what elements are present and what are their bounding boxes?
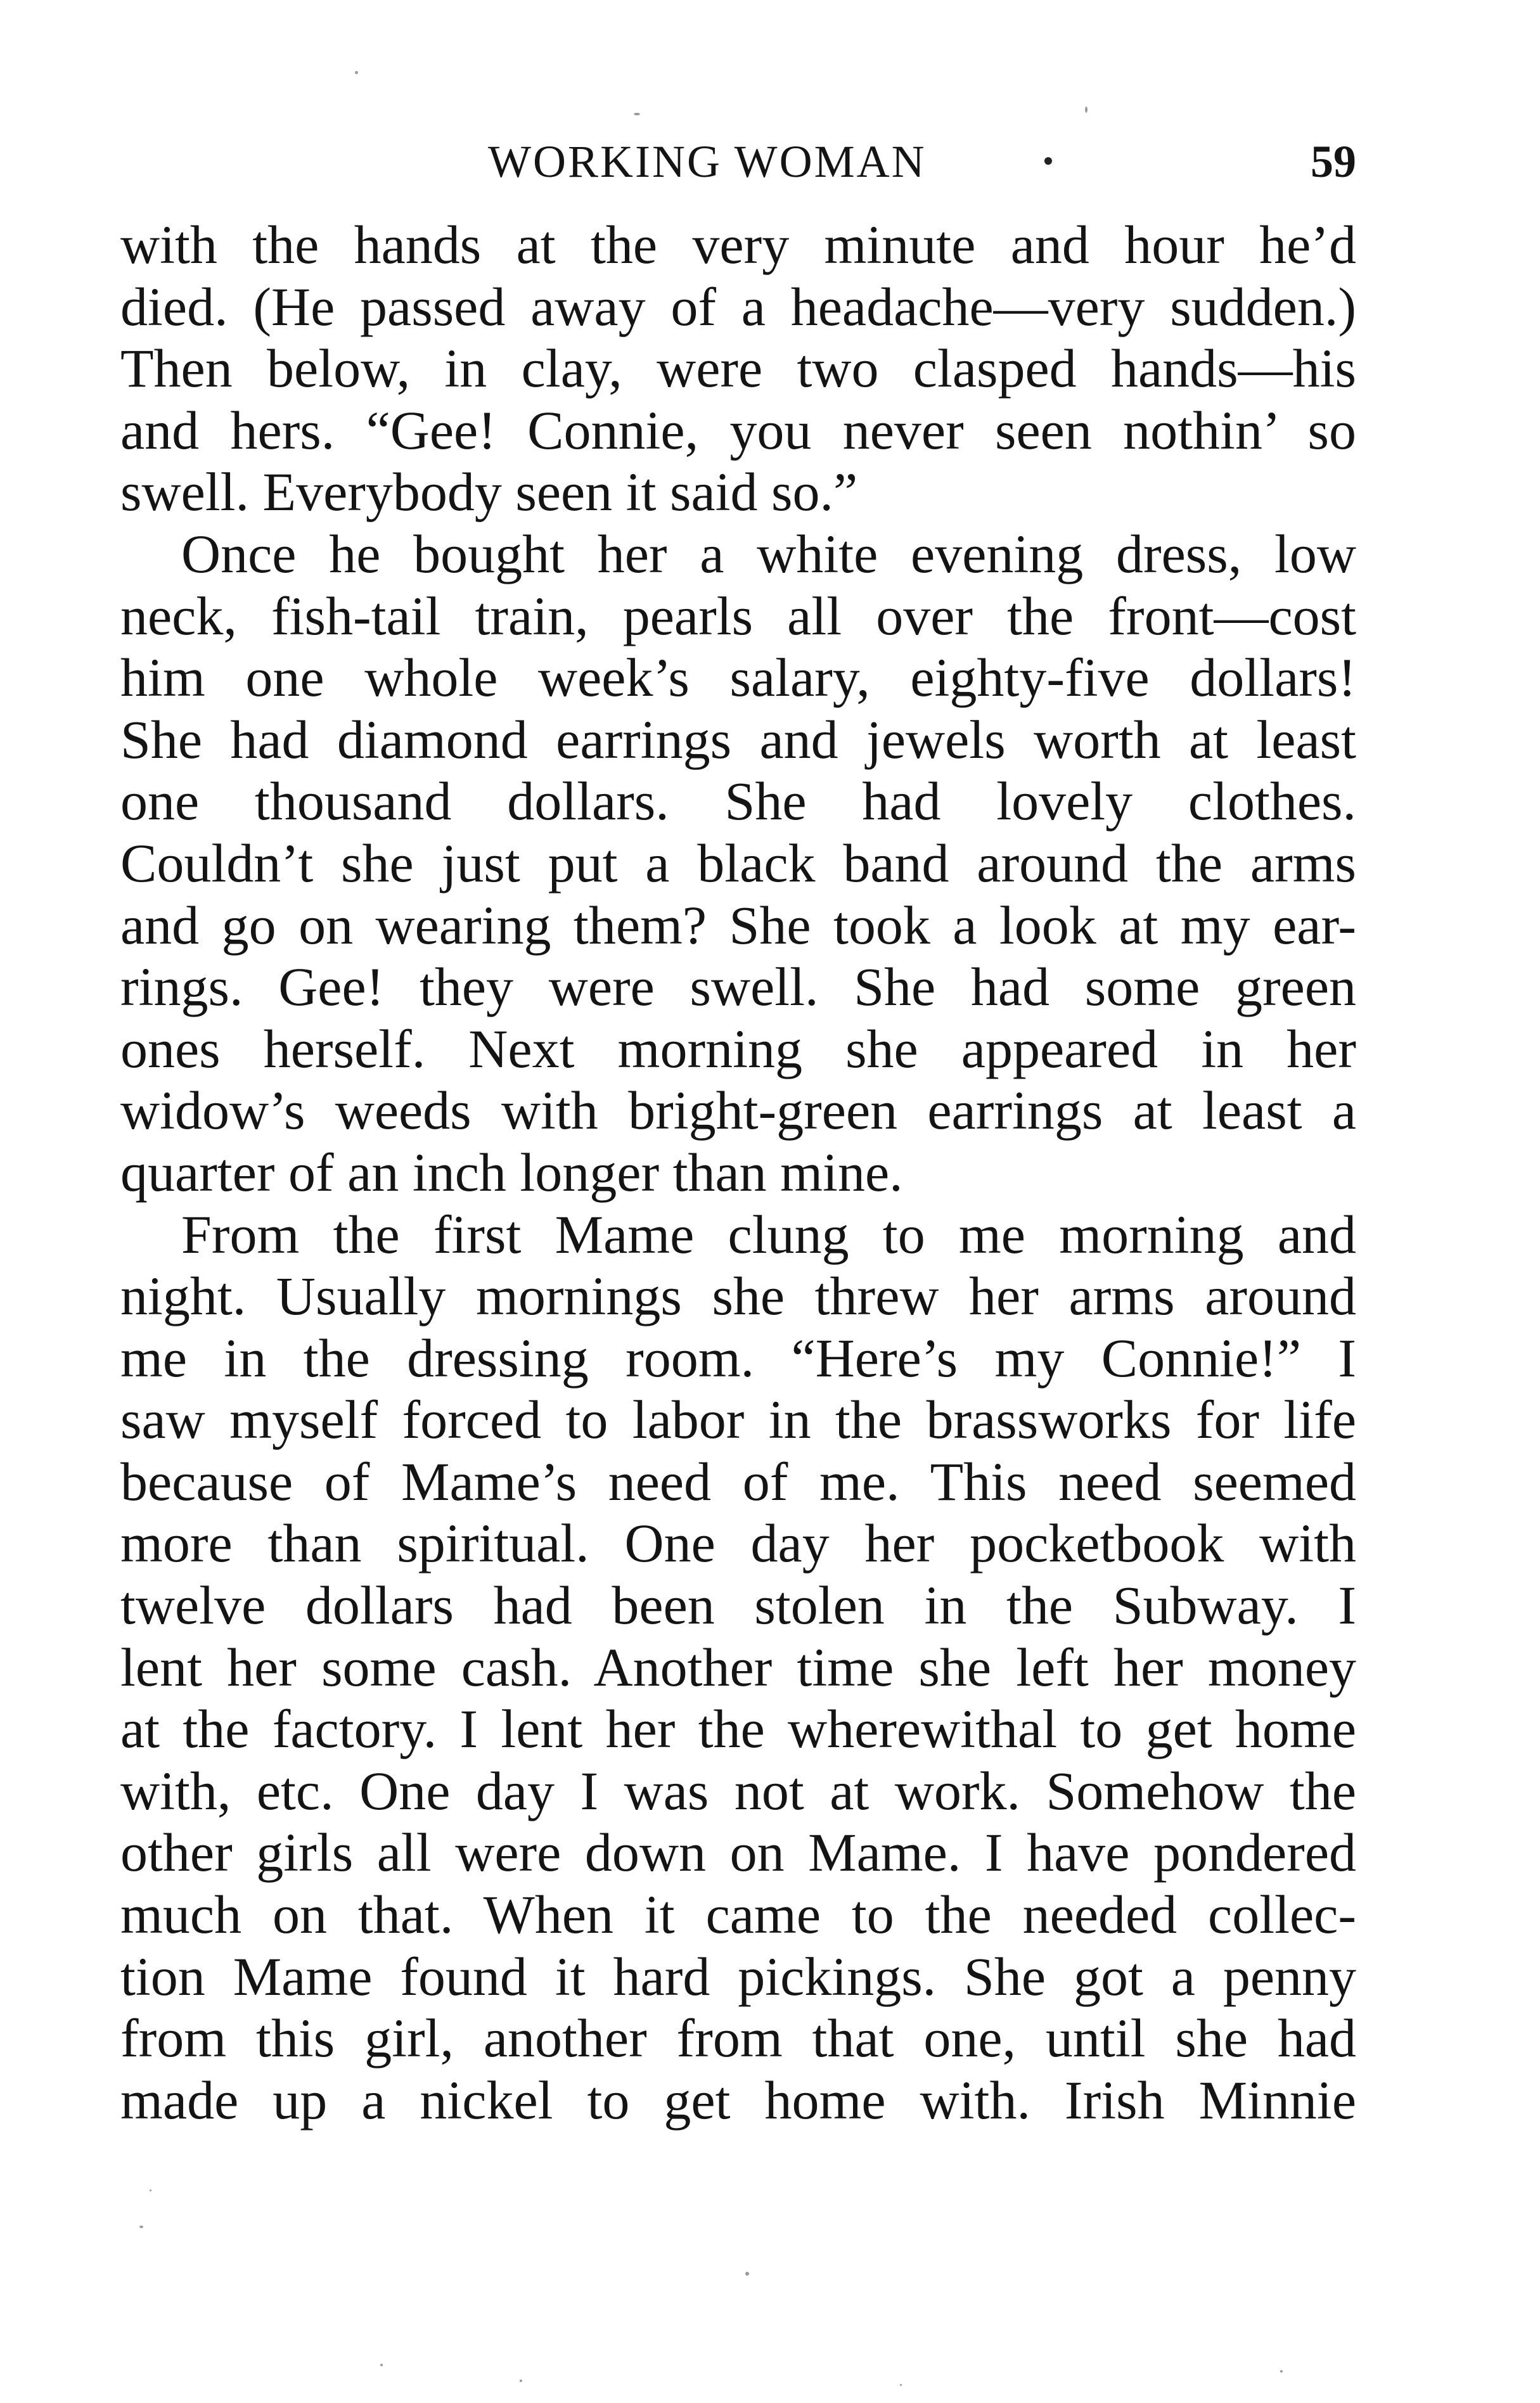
text-line: She had diamond earrings and jewels worth at least — [120, 708, 1356, 770]
text-line: neck, fish-tail train, pearls all over the front—cost — [120, 585, 1356, 646]
text-line: saw myself forced to labor in the brassworks for life — [120, 1389, 1356, 1451]
text-line: Then below, in clay, were two clasped hands—his — [120, 338, 1356, 399]
text-line: other girls all were down on Mame. I have pondered — [120, 1822, 1356, 1883]
text-line: tion Mame found it hard pickings. She got a penny — [120, 1945, 1356, 2007]
paper-speck — [355, 71, 358, 74]
paper-speck — [634, 113, 640, 115]
text-line: died. (He passed away of a headache—very sudden.) — [120, 276, 1356, 337]
paper-speck — [380, 2364, 383, 2366]
text-line: from this girl, another from that one, until she had — [120, 2008, 1356, 2069]
text-line: lent her some cash. Another time she left her money — [120, 1636, 1356, 1698]
text-line: him one whole week’s salary, eighty-five dollars! — [120, 647, 1356, 708]
text-line: Once he bought her a white evening dress, low — [181, 523, 1356, 584]
text-line: with, etc. One day I was not at work. Somehow the — [120, 1760, 1356, 1821]
text-line: and hers. “Gee! Connie, you never seen nothin’ so — [120, 399, 1356, 461]
paper-speck — [139, 2226, 143, 2228]
text-line: one thousand dollars. She had lovely clothes. — [120, 771, 1356, 832]
running-head — [120, 127, 1356, 196]
paper-speck — [900, 2384, 902, 2386]
paper-speck — [745, 2272, 749, 2276]
paper-speck — [1085, 106, 1088, 113]
text-line: more than spiritual. One day her pocketbook with — [120, 1513, 1356, 1574]
text-line: night. Usually mornings she threw her arms around — [120, 1266, 1356, 1327]
text-line: made up a nickel to get home with. Irish Minnie — [120, 2069, 1356, 2131]
running-title: WORKING WOMAN — [488, 136, 927, 187]
text-line: and go on wearing them? She took a look at my ear- — [120, 894, 1356, 956]
text-line: twelve dollars had been stolen in the Subway. I — [120, 1575, 1356, 1636]
paper-speck — [1280, 2370, 1283, 2373]
text-line: quarter of an inch longer than mine. — [120, 1141, 903, 1203]
page-number: 59 — [1311, 136, 1356, 187]
paper-speck — [520, 2380, 522, 2382]
text-line: widow’s weeds with bright-green earrings at least a — [120, 1080, 1356, 1141]
text-line: at the factory. I lent her the wherewithal to get home — [120, 1698, 1356, 1760]
text-line: rings. Gee! they were swell. She had some green — [120, 956, 1356, 1018]
text-line: swell. Everybody seen it said so.” — [120, 461, 858, 523]
ornament-dot — [1044, 157, 1052, 165]
text-line: Couldn’t she just put a black band around the arms — [120, 832, 1356, 894]
text-line: much on that. When it came to the needed collec- — [120, 1884, 1356, 1945]
paper-speck — [150, 2189, 151, 2191]
body-text — [120, 214, 1356, 2131]
text-line: because of Mame’s need of me. This need seemed — [120, 1451, 1356, 1512]
text-line: with the hands at the very minute and hour he’d — [120, 214, 1356, 275]
text-line: me in the dressing room. “Here’s my Connie!” I — [120, 1327, 1356, 1388]
text-line: From the first Mame clung to me morning and — [181, 1203, 1356, 1265]
text-line: ones herself. Next morning she appeared in her — [120, 1018, 1356, 1079]
